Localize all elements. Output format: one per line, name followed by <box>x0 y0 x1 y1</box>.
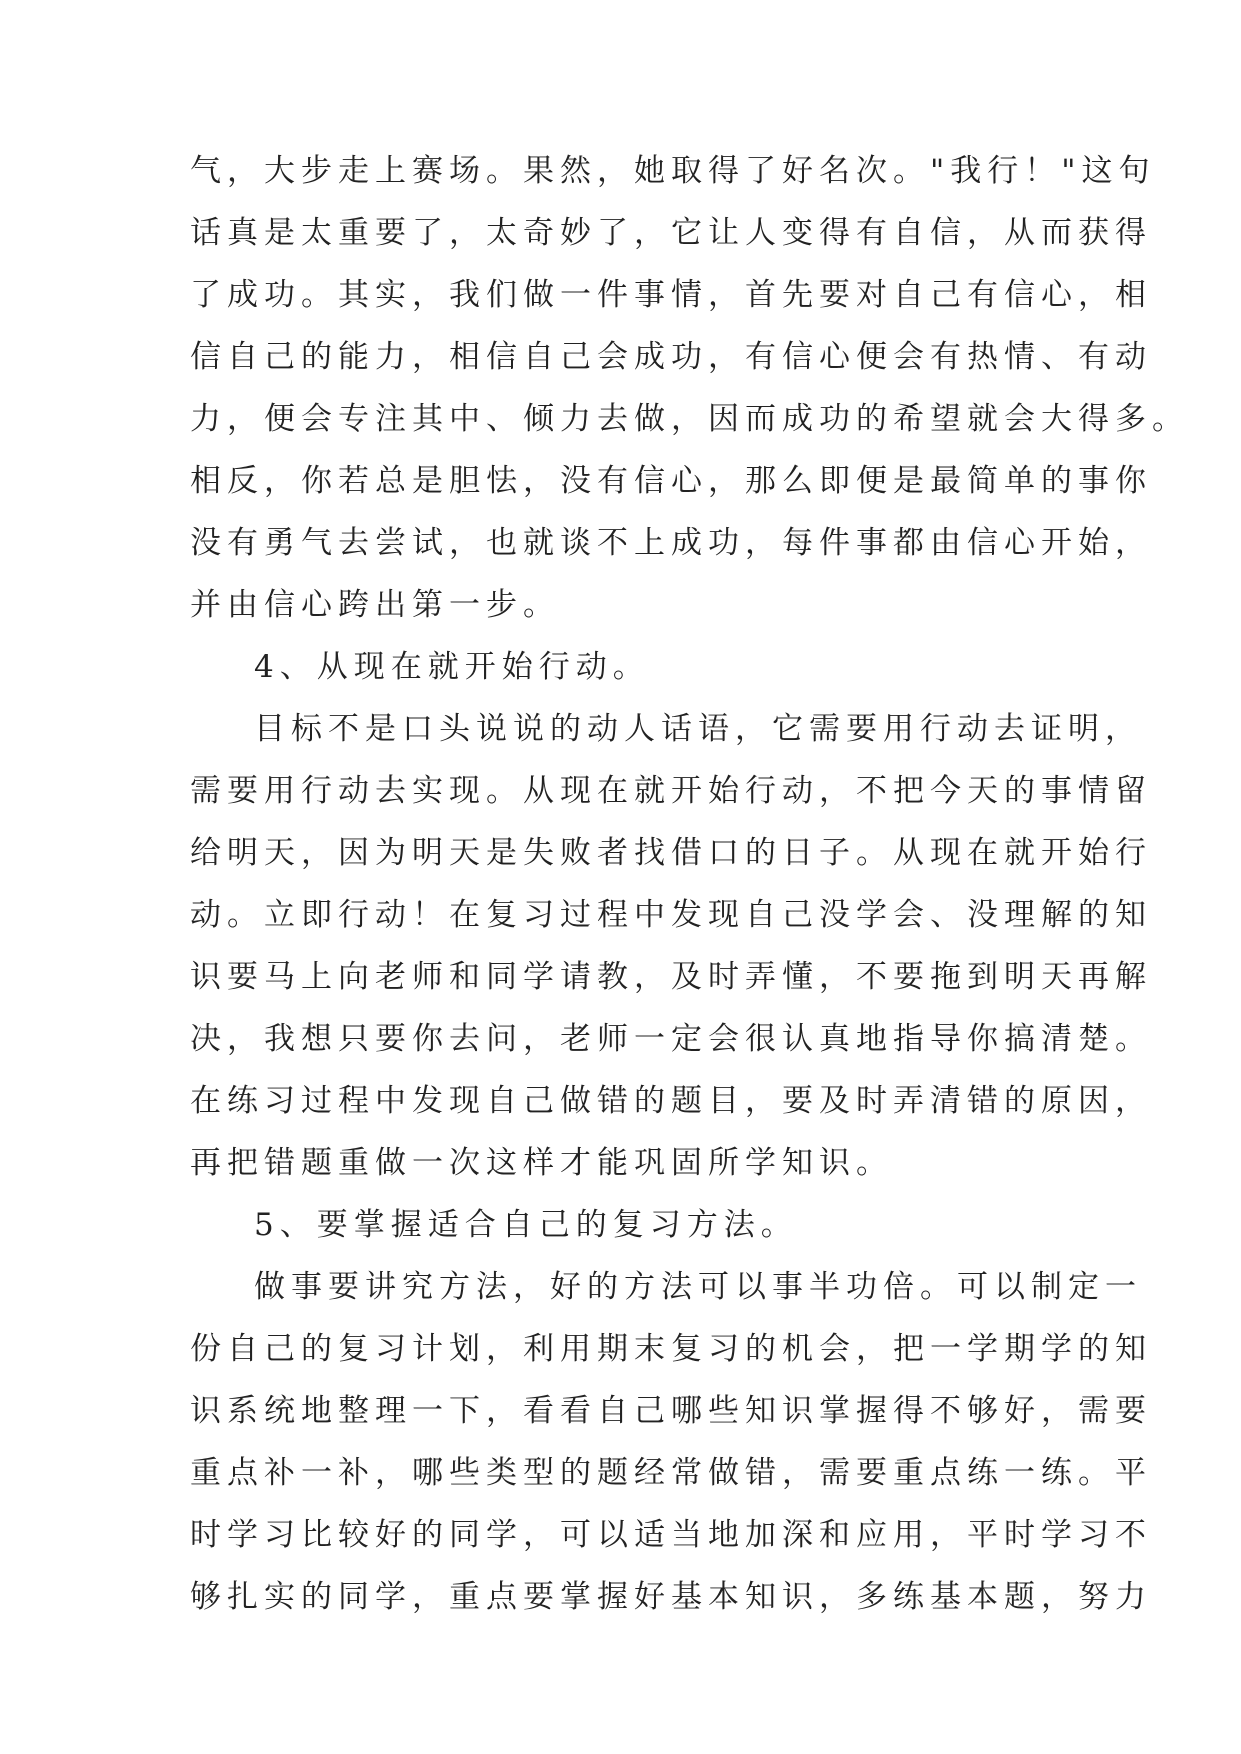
text-line: 并由信心跨出第一步。 <box>190 587 560 623</box>
text-line: 再把错题重做一次这样才能巩固所学知识。 <box>190 1145 893 1181</box>
text-line: 信自己的能力，相信自己会成功，有信心便会有热情、有动 <box>190 339 1152 375</box>
text-line: 给明天，因为明天是失败者找借口的日子。从现在就开始行 <box>190 835 1152 871</box>
section-heading: 4、从现在就开始行动。 <box>254 649 650 685</box>
text-line: 够扎实的同学，重点要掌握好基本知识，多练基本题，努力 <box>190 1579 1152 1615</box>
text-line: 时学习比较好的同学，可以适当地加深和应用，平时学习不 <box>190 1517 1152 1553</box>
text-line: 识要马上向老师和同学请教，及时弄懂，不要拖到明天再解 <box>190 959 1152 995</box>
text-line: 了成功。其实，我们做一件事情，首先要对自己有信心，相 <box>190 277 1152 313</box>
text-line: 需要用行动去实现。从现在就开始行动，不把今天的事情留 <box>190 773 1152 809</box>
text-line: 重点补一补，哪些类型的题经常做错，需要重点练一练。平 <box>190 1455 1152 1491</box>
text-line: 份自己的复习计划，利用期末复习的机会，把一学期学的知 <box>190 1331 1152 1367</box>
text-line: 没有勇气去尝试，也就谈不上成功，每件事都由信心开始， <box>190 525 1152 561</box>
text-line: 相反，你若总是胆怯，没有信心，那么即便是最简单的事你 <box>190 463 1152 499</box>
text-line: 气，大步走上赛场。果然，她取得了好名次。"我行！"这句 <box>190 153 1156 189</box>
text-line: 决，我想只要你去问，老师一定会很认真地指导你搞清楚。 <box>190 1021 1152 1057</box>
text-line: 在练习过程中发现自己做错的题目，要及时弄清错的原因， <box>190 1083 1152 1119</box>
text-line: 动。立即行动！在复习过程中发现自己没学会、没理解的知 <box>190 897 1152 933</box>
text-line: 力，便会专注其中、倾力去做，因而成功的希望就会大得多。 <box>190 401 1189 437</box>
text-line: 识系统地整理一下，看看自己哪些知识掌握得不够好，需要 <box>190 1393 1152 1429</box>
body-text <box>190 140 1189 1628</box>
paragraph-first-line: 做事要讲究方法，好的方法可以事半功倍。可以制定一 <box>254 1269 1142 1305</box>
section-heading: 5、要掌握适合自己的复习方法。 <box>254 1207 798 1243</box>
paragraph-first-line: 目标不是口头说说的动人话语，它需要用行动去证明， <box>254 711 1142 747</box>
text-line: 话真是太重要了，太奇妙了，它让人变得有自信，从而获得 <box>190 215 1152 251</box>
